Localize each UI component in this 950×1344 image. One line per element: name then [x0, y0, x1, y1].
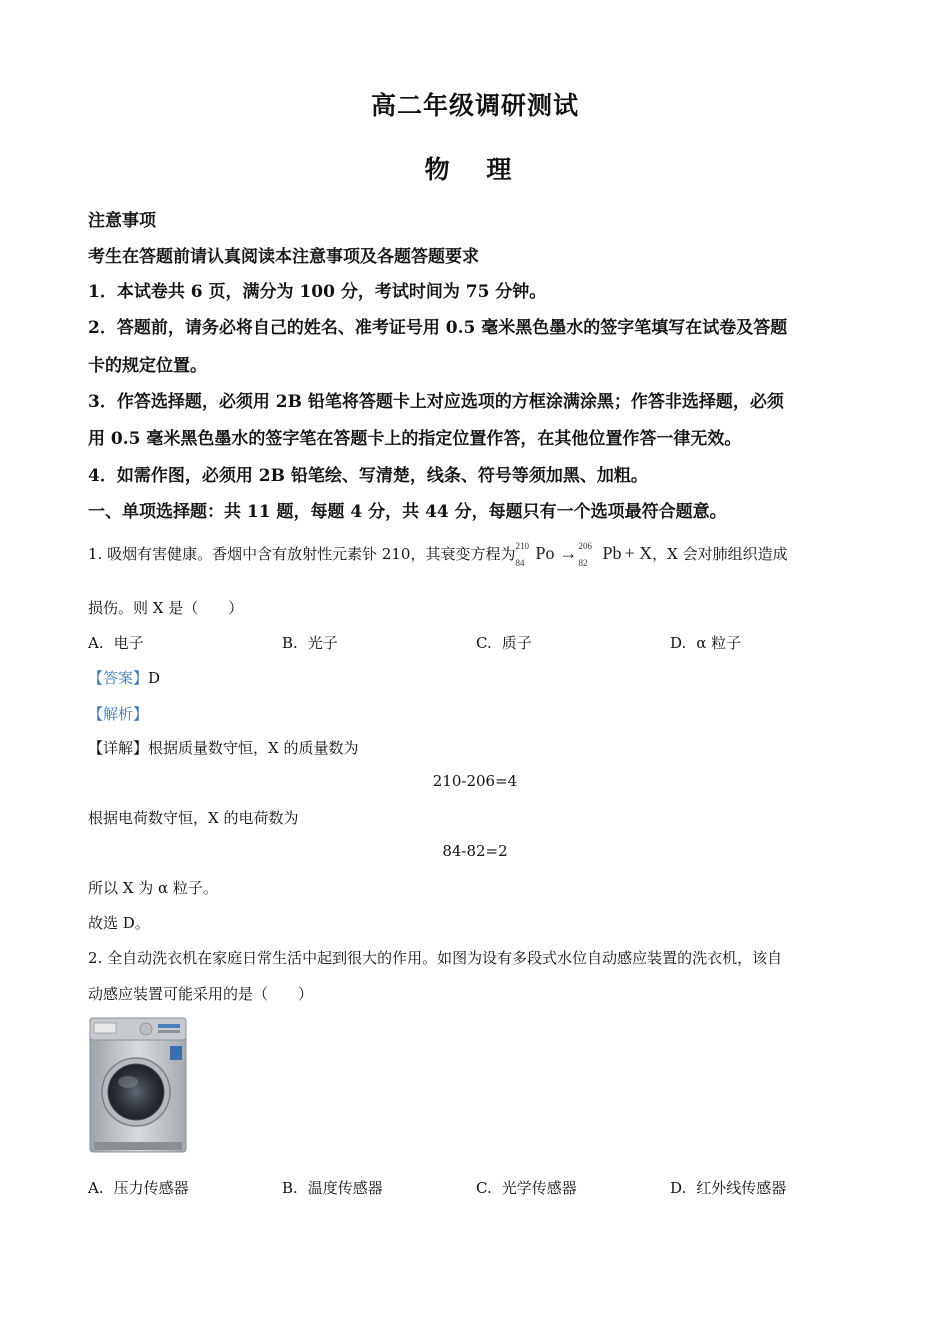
option-text: 红外线传感器	[696, 1179, 787, 1197]
question-1-stem-text: 1. 吸烟有害健康。香烟中含有放射性元素钋 210，其衰变方程为	[88, 545, 516, 563]
option-letter: C.	[476, 1179, 492, 1197]
detail-label: 【详解】	[88, 739, 149, 757]
option-text: α 粒子	[696, 634, 742, 652]
equation-charge: 84-82=2	[442, 842, 508, 860]
notice-item: 2．答题前，请务必将自己的姓名、准考证号用 0.5 毫米黑色墨水的签字笔填写在试卷及答题	[88, 318, 788, 338]
notice-item: 卡的规定位置。	[88, 356, 207, 376]
answer-value: D	[148, 669, 161, 687]
q2-option-a	[88, 1177, 189, 1198]
pb-mass-number: 206	[578, 540, 592, 551]
option-letter: B.	[282, 634, 298, 652]
q1-option-b	[282, 632, 338, 653]
answer-line	[88, 667, 160, 688]
conclusion-line: 所以 X 为 α 粒子。	[88, 879, 218, 897]
analysis-label: 【解析】	[88, 705, 149, 723]
pb-nuclide-numbers	[579, 542, 593, 568]
plus-x: + X	[624, 543, 653, 563]
detail-line	[88, 737, 358, 758]
decay-equation	[515, 540, 653, 568]
po-mass-number: 210	[515, 540, 529, 551]
equation-mass: 210-206=4	[432, 772, 518, 790]
option-text: 光子	[307, 634, 338, 652]
answer-label: 【答案】	[88, 669, 149, 687]
notice-item: 用 0.5 毫米黑色墨水的签字笔在答题卡上的指定位置作答，在其他位置作答一律无效。	[88, 429, 742, 449]
notice-heading: 注意事项	[88, 211, 156, 231]
question-2-stem-line2: 动感应装置可能采用的是（ ）	[88, 985, 314, 1003]
option-letter: B.	[282, 1179, 298, 1197]
po-charge-number: 84	[515, 557, 525, 568]
option-letter: D.	[670, 634, 687, 652]
question-1-stem	[88, 538, 788, 568]
option-text: 光学传感器	[501, 1179, 577, 1197]
option-text: 电子	[113, 634, 144, 652]
notice-item: 4．如需作图，必须用 2B 铅笔绘、写清楚，线条、符号等须加黑、加粗。	[88, 466, 648, 486]
question-1-stem-line2: 损伤。则 X 是（ ）	[88, 599, 244, 617]
decay-arrow: →	[559, 543, 578, 563]
section-heading: 一、单项选择题：共 11 题，每题 4 分，共 44 分，每题只有一个选项最符合题意。	[88, 502, 727, 522]
pb-charge-number: 82	[578, 557, 588, 568]
notice-item: 3．作答选择题，必须用 2B 铅笔将答题卡上对应选项的方框涂满涂黑；作答非选择题，必须	[88, 392, 784, 412]
option-letter: A.	[88, 634, 104, 652]
po-nuclide-numbers	[515, 542, 529, 568]
choose-line: 故选 D。	[88, 914, 150, 932]
q2-option-b	[282, 1177, 383, 1198]
option-letter: D.	[670, 1179, 687, 1197]
washing-machine-image	[88, 1016, 188, 1156]
po-symbol: Po	[535, 543, 555, 563]
q1-option-d	[670, 632, 741, 653]
detail-text: 根据质量数守恒，X 的质量数为	[148, 739, 359, 757]
exam-title: 高二年级调研测试	[370, 91, 579, 120]
q2-option-d	[670, 1177, 786, 1198]
notice-intro: 考生在答题前请认真阅读本注意事项及各题答题要求	[88, 247, 479, 267]
notice-item: 1．本试卷共 6 页，满分为 100 分，考试时间为 75 分钟。	[88, 282, 547, 302]
option-letter: C.	[476, 634, 492, 652]
option-text: 温度传感器	[307, 1179, 383, 1197]
option-text: 质子	[501, 634, 532, 652]
question-1-stem-text-after: ，X 会对肺组织造成	[652, 545, 788, 563]
option-letter: A.	[88, 1179, 104, 1197]
q1-option-c	[476, 632, 532, 653]
q1-option-a	[88, 632, 144, 653]
exam-subject: 物 理	[424, 155, 526, 184]
q2-option-c	[476, 1177, 577, 1198]
charge-line: 根据电荷数守恒，X 的电荷数为	[88, 809, 299, 827]
question-2-stem: 2. 全自动洗衣机在家庭日常生活中起到很大的作用。如图为设有多段式水位自动感应装置的洗衣机，该自	[88, 949, 783, 967]
pb-symbol: Pb	[602, 543, 622, 563]
option-text: 压力传感器	[113, 1179, 189, 1197]
